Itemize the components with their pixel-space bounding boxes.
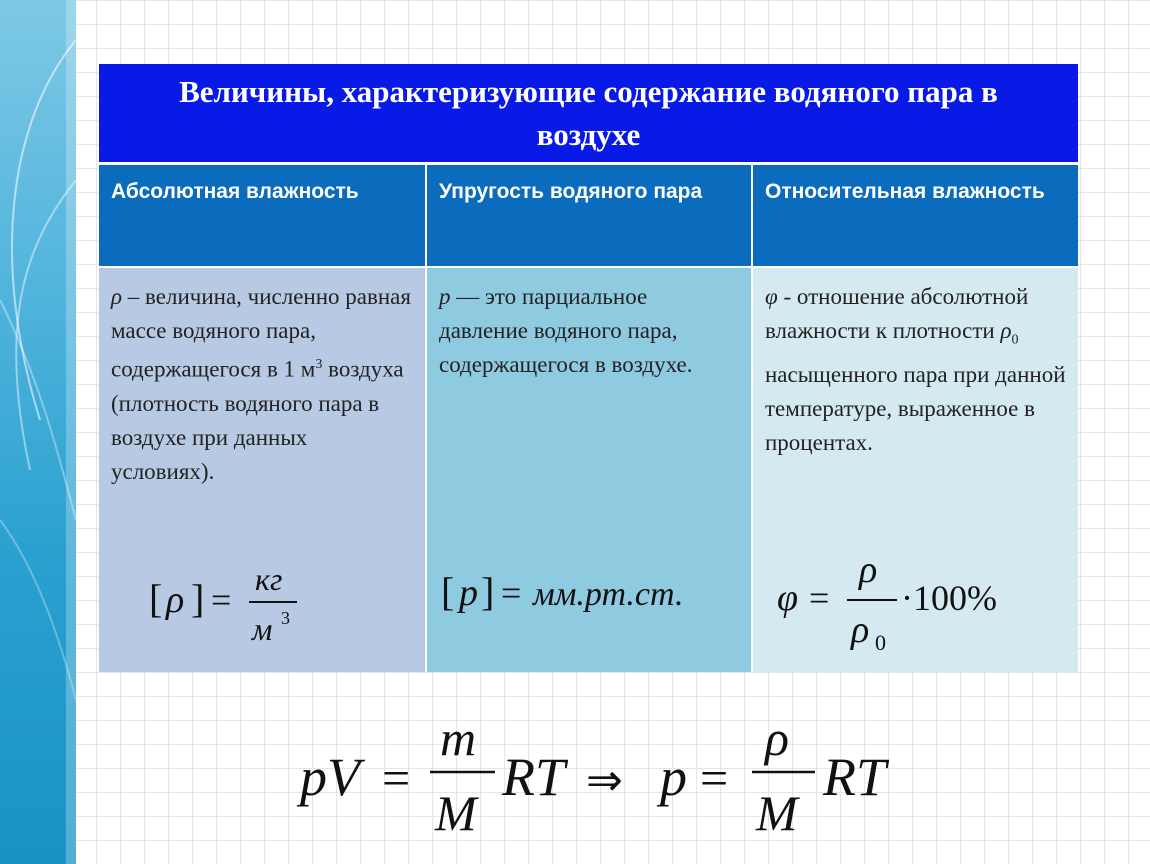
- cell-vapor-pressure: [425, 268, 751, 672]
- absolute-humidity-description: [111, 280, 413, 489]
- vapor-pressure-unit-formula: [441, 553, 741, 623]
- eq-equals-2: =: [700, 750, 729, 806]
- equals-sign: =: [809, 578, 830, 618]
- eq-frac2-denominator: M: [756, 785, 798, 841]
- p-symbol: p: [459, 572, 478, 614]
- eq-frac1-denominator: M: [435, 785, 477, 841]
- eq-rt-1: RT: [502, 747, 566, 807]
- p-symbol: p: [439, 284, 451, 309]
- eq-implies-arrow: ⇒: [586, 755, 623, 806]
- table-title: Величины, характеризующие содержание водяного пара в воздухе: [99, 64, 1078, 165]
- header-vapor-pressure: Упругость водяного пара: [425, 165, 751, 266]
- rho-subscript: 0: [1011, 332, 1019, 348]
- absolute-humidity-unit-formula: [149, 550, 309, 650]
- unit-denominator: м: [252, 611, 273, 647]
- equals-sign: =: [211, 580, 232, 620]
- bracket-right: ]: [191, 576, 205, 621]
- vapor-pressure-description: [439, 280, 739, 382]
- desc-part: — это парциальное давление водяного пара, содержащегося в воздухе.: [439, 284, 693, 377]
- eq-p: p: [660, 747, 687, 807]
- eq-equals-1: =: [382, 750, 411, 806]
- desc-part: – величина, численно равная массе водяного пара, содержащегося в 1 м: [111, 284, 411, 382]
- phi-symbol: φ: [777, 577, 799, 619]
- ideal-gas-equation: [290, 700, 910, 850]
- header-row: [99, 165, 1078, 266]
- body-row: [99, 266, 1078, 672]
- eq-frac2-numerator: ρ: [765, 710, 789, 766]
- denominator-subscript: 0: [875, 630, 886, 655]
- fraction-numerator: ρ: [859, 549, 878, 591]
- unit-numerator: кг: [255, 561, 283, 597]
- cell-relative-humidity: [751, 268, 1078, 672]
- percent-factor: ·100%: [901, 578, 997, 618]
- unit-text: мм.рт.ст.: [533, 576, 684, 613]
- humidity-table: [99, 64, 1078, 672]
- desc-superscript: 3: [315, 357, 323, 372]
- fraction-denominator: ρ: [851, 609, 870, 651]
- cell-absolute-humidity: [99, 268, 425, 672]
- eq-rt-2: RT: [823, 747, 887, 807]
- desc-part: воздуха (плотность водяного пара в воздухе при данных условиях).: [111, 356, 404, 484]
- eq-lhs: pV: [300, 747, 360, 807]
- rho-symbol: ρ: [1000, 318, 1012, 343]
- eq-frac1-numerator: m: [440, 710, 477, 766]
- wave-decoration: [0, 0, 76, 864]
- bracket-left: [: [441, 569, 455, 614]
- relative-humidity-formula: [777, 540, 1057, 660]
- phi-symbol: φ: [765, 284, 778, 309]
- bracket-left: [: [149, 576, 163, 621]
- relative-humidity-description: [765, 280, 1066, 460]
- unit-exponent: 3: [281, 608, 290, 628]
- bracket-right: ]: [481, 569, 495, 614]
- desc-part: насыщенного пара при данной температуре, выраженное в процентах.: [765, 361, 1066, 455]
- decorative-side-band: [0, 0, 76, 864]
- rho-symbol: ρ: [111, 284, 123, 309]
- header-relative-humidity: Относительная влажность: [751, 165, 1078, 266]
- header-absolute-humidity: Абсолютная влажность: [111, 180, 359, 203]
- desc-part: - отношение абсолютной влажности к плотности: [765, 284, 1029, 343]
- rho-symbol: ρ: [166, 579, 185, 621]
- equals-sign: =: [501, 573, 522, 613]
